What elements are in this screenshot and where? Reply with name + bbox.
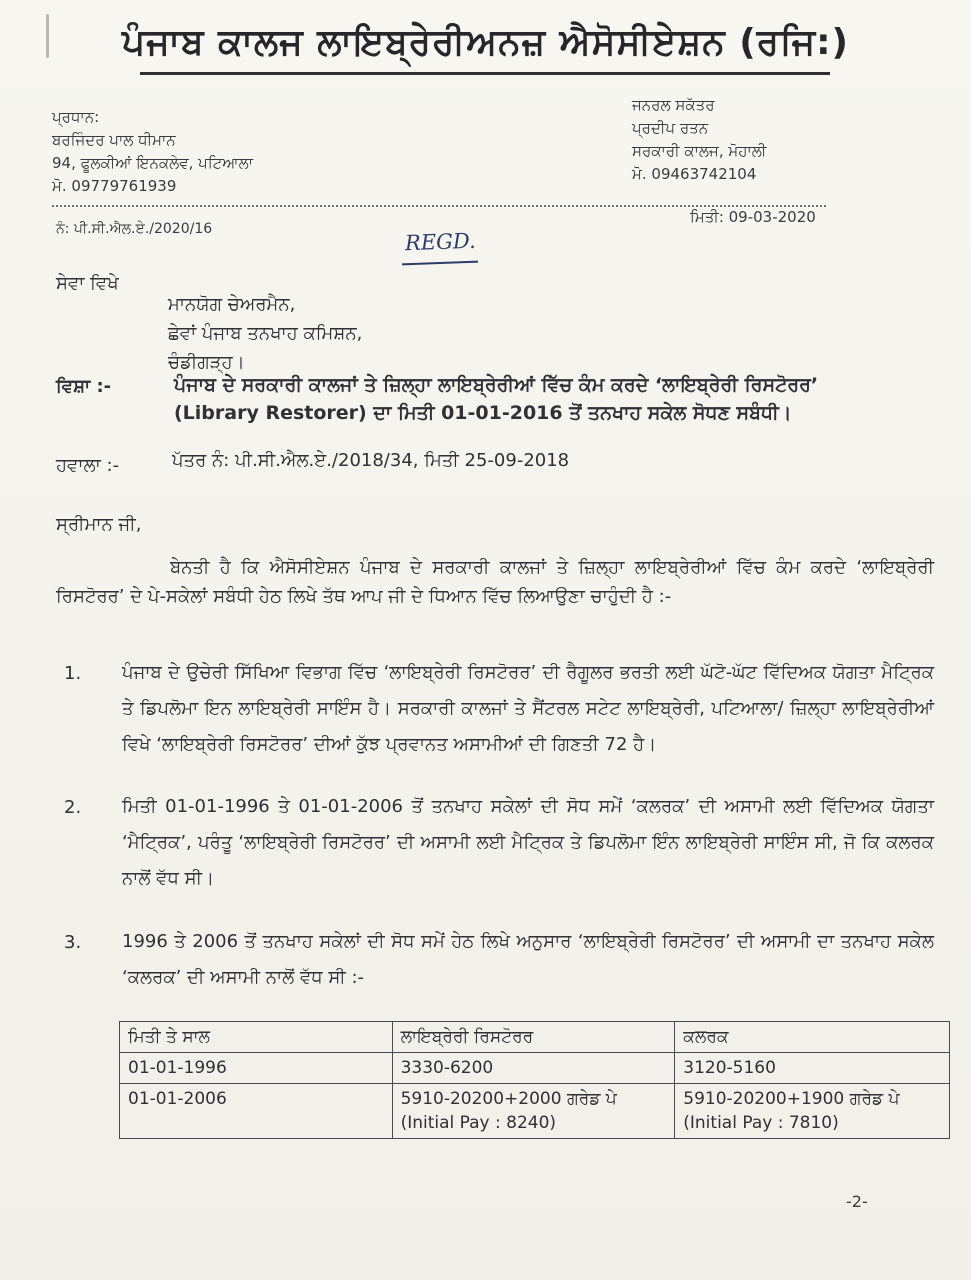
table-row xyxy=(120,1053,950,1084)
reference-label: ਹਵਾਲਾ :- xyxy=(56,455,120,476)
president-name: ਬਰਜਿੰਦਰ ਪਾਲ ਧੀਮਾਨ xyxy=(52,131,176,149)
clerk-scale: 3120-5160 xyxy=(683,1058,776,1078)
table-cell-clerk xyxy=(675,1084,950,1139)
table-header-cell: ਮਿਤੀ ਤੇ ਸਾਲ xyxy=(120,1022,393,1053)
item-paragraph-2: ਮਿਤੀ 01-01-1996 ਤੇ 01-01-2006 ਤੋਂ ਤਨਖਾਹ ਸਕੇਲਾਂ ਦੀ ਸੋਧ ਸਮੇਂ ‘ਕਲਰਕ’ ਦੀ ਅਸਾਮੀ ਲਈ ਵਿੱਦਿਅਕ ਯੋਗਤਾ ‘ਮੈਟ੍ਰਿਕ’, ਪਰੰਤੂ ‘ਲਾਇਬ੍ਰੇਰੀ ਰਿਸਟੋਰਰ’ ਦੀ ਅਸਾਮੀ ਲਈ ਮੈਟ੍ਰਿਕ ਤੇ ਡਿਪਲੋਮਾ ਇੰਨ ਲਾਇਬ੍ਰੇਰੀ ਸਾਇੰਸ ਸੀ, ਜੋ ਕਿ ਕਲਰਕ ਨਾਲੋਂ ਵੱਧ ਸੀ। xyxy=(122,796,934,889)
restorer-scale: 3330-6200 xyxy=(400,1058,494,1078)
secretary-name: ਪ੍ਰਦੀਪ ਰਤਨ xyxy=(632,119,709,137)
letter-date: ਮਿਤੀ: 09-03-2020 xyxy=(690,208,816,226)
item-paragraph-1: ਪੰਜਾਬ ਦੇ ਉਚੇਰੀ ਸਿੱਖਿਆ ਵਿਭਾਗ ਵਿੱਚ ‘ਲਾਇਬ੍ਰੇਰੀ ਰਿਸਟੋਰਰ’ ਦੀ ਰੈਗੂਲਰ ਭਰਤੀ ਲਈ ਘੱਟੋ-ਘੱਟ ਵਿੱਦਿਅਕ ਯੋਗਤਾ ਮੈਟ੍ਰਿਕ ਤੇ ਡਿਪਲੋਮਾ ਇਨ ਲਾਇਬ੍ਰੇਰੀ ਸਾਇੰਸ ਹੈ। ਸਰਕਾਰੀ ਕਾਲਜਾਂ ਤੇ ਸੈਂਟਰਲ ਸਟੇਟ ਲਾਇਬ੍ਰੇਰੀ, ਪਟਿਆਲਾ/ ਜ਼ਿਲ੍ਹਾ ਲਾਇਬ੍ਰੇਰੀਆਂ ਵਿਖੇ ‘ਲਾਇਬ੍ਰੇਰੀ ਰਿਸਟੋਰਰ’ ਦੀਆਂ ਕੁੱਝ ਪ੍ਰਵਾਨਤ ਅਸਾਮੀਆਂ ਦੀ ਗਿਣਤੀ 72 ਹੈ। xyxy=(122,662,934,755)
seva-vikhe: ਸੇਵਾ ਵਿਖੇ xyxy=(56,273,119,294)
recipient-line-3: ਚੰਡੀਗੜ੍ਹ। xyxy=(168,352,245,373)
item-paragraph-3: 1996 ਤੇ 2006 ਤੋਂ ਤਨਖਾਹ ਸਕੇਲਾਂ ਦੀ ਸੋਧ ਸਮੇਂ ਹੇਠ ਲਿਖੇ ਅਨੁਸਾਰ ‘ਲਾਇਬ੍ਰੇਰੀ ਰਿਸਟੋਰਰ’ ਦੀ ਅਸਾਮੀ ਦਾ ਤਨਖਾਹ ਸਕੇਲ ‘ਕਲਰਕ’ ਦੀ ਅਸਾਮੀ ਨਾਲੋਂ ਵੱਧ ਸੀ :- xyxy=(122,931,934,988)
regd-handwritten-mark: REGD. xyxy=(404,228,477,256)
table-header-row xyxy=(120,1022,950,1053)
header-divider xyxy=(52,205,826,207)
item-number-2: 2. xyxy=(64,797,82,818)
subject-line-1: ਪੰਜਾਬ ਦੇ ਸਰਕਾਰੀ ਕਾਲਜਾਂ ਤੇ ਜ਼ਿਲ੍ਹਾ ਲਾਇਬ੍ਰੇਰੀਆਂ ਵਿੱਚ ਕੰਮ ਕਰਦੇ ‘ਲਾਇਬ੍ਰੇਰੀ ਰਿਸਟੋਰਰ’ xyxy=(174,374,819,396)
salutation: ਸ੍ਰੀਮਾਨ ਜੀ, xyxy=(56,514,142,535)
title-underline xyxy=(140,72,830,75)
subject-line-2: (Library Restorer) ਦਾ ਮਿਤੀ 01-01-2016 ਤੋਂ ਤਨਖਾਹ ਸਕੇਲ ਸੋਧਣ ਸਬੰਧੀ। xyxy=(174,402,792,424)
table-cell-restorer xyxy=(392,1053,675,1084)
secretary-role: ਜਨਰਲ ਸਕੱਤਰ xyxy=(632,96,715,114)
table-cell-date: 01-01-1996 xyxy=(120,1053,393,1084)
president-role: ਪ੍ਰਧਾਨ: xyxy=(52,108,100,126)
reference-text: ਪੱਤਰ ਨੰ: ਪੀ.ਸੀ.ਐਲ.ਏ./2018/34, ਮਿਤੀ 25-09-2018 xyxy=(172,450,570,471)
secretary-block xyxy=(632,94,932,186)
item-number-1: 1. xyxy=(64,663,82,684)
table-row xyxy=(120,1084,950,1139)
letterhead-title: ਪੰਜਾਬ ਕਾਲਜ ਲਾਇਬ੍ਰੇਰੀਅਨਜ਼ ਐਸੋਸੀਏਸ਼ਨ (ਰਜਿ:) xyxy=(122,22,849,63)
table-cell-restorer xyxy=(392,1084,675,1139)
table-header-cell: ਕਲਰਕ xyxy=(675,1022,950,1053)
table-cell-date: 01-01-2006 xyxy=(120,1084,393,1139)
secretary-address: ਸਰਕਾਰੀ ਕਾਲਜ, ਮੋਹਾਲੀ xyxy=(632,142,767,160)
item-number-3: 3. xyxy=(64,932,82,953)
page-number: -2- xyxy=(846,1192,868,1211)
recipient-address xyxy=(168,290,362,377)
recipient-line-1: ਮਾਨਯੋਗ ਚੇਅਰਮੈਨ, xyxy=(168,294,296,315)
restorer-scale: 5910-20200+2000 ਗਰੇਡ ਪੇ xyxy=(400,1089,617,1109)
table-cell-clerk xyxy=(675,1053,950,1084)
pay-scale-table xyxy=(119,1021,950,1139)
president-block xyxy=(52,106,412,198)
recipient-line-2: ਛੇਵਾਂ ਪੰਜਾਬ ਤਨਖਾਹ ਕਮਿਸ਼ਨ, xyxy=(168,323,363,344)
regd-underline xyxy=(402,261,478,266)
clerk-scale: 5910-20200+1900 ਗਰੇਡ ਪੇ xyxy=(683,1089,900,1109)
intro-paragraph: ਬੇਨਤੀ ਹੈ ਕਿ ਐਸੋਸੀਏਸ਼ਨ ਪੰਜਾਬ ਦੇ ਸਰਕਾਰੀ ਕਾਲਜਾਂ ਤੇ ਜ਼ਿਲ੍ਹਾ ਲਾਇਬ੍ਰੇਰੀਆਂ ਵਿੱਚ ਕੰਮ ਕਰਦੇ ‘ਲਾਇਬ੍ਰੇਰੀ ਰਿਸਟੋਰਰ’ ਦੇ ਪੇ-ਸਕੇਲਾਂ ਸਬੰਧੀ ਹੇਠ ਲਿਖੇ ਤੱਥ ਆਪ ਜੀ ਦੇ ਧਿਆਨ ਵਿੱਚ ਲਿਆਉਣਾ ਚਾਹੁੰਦੀ ਹੈ :- xyxy=(56,557,934,607)
table-header-cell: ਲਾਇਬ੍ਰੇਰੀ ਰਿਸਟੋਰਰ xyxy=(392,1022,675,1053)
subject-label: ਵਿਸ਼ਾ :- xyxy=(56,376,112,397)
restorer-initial-pay: (Initial Pay : 8240) xyxy=(400,1113,557,1133)
reference-number: ਨੰ: ਪੀ.ਸੀ.ਐਲ.ਏ./2020/16 xyxy=(56,221,213,237)
president-phone: ਮੋ. 09779761939 xyxy=(52,177,177,195)
president-address: 94, ਫੂਲਕੀਆਂ ਇਨਕਲੇਵ, ਪਟਿਆਲਾ xyxy=(52,154,254,172)
subject-text xyxy=(174,371,914,427)
secretary-phone: ਮੋ. 09463742104 xyxy=(632,165,757,183)
clerk-initial-pay: (Initial Pay : 7810) xyxy=(683,1113,839,1133)
